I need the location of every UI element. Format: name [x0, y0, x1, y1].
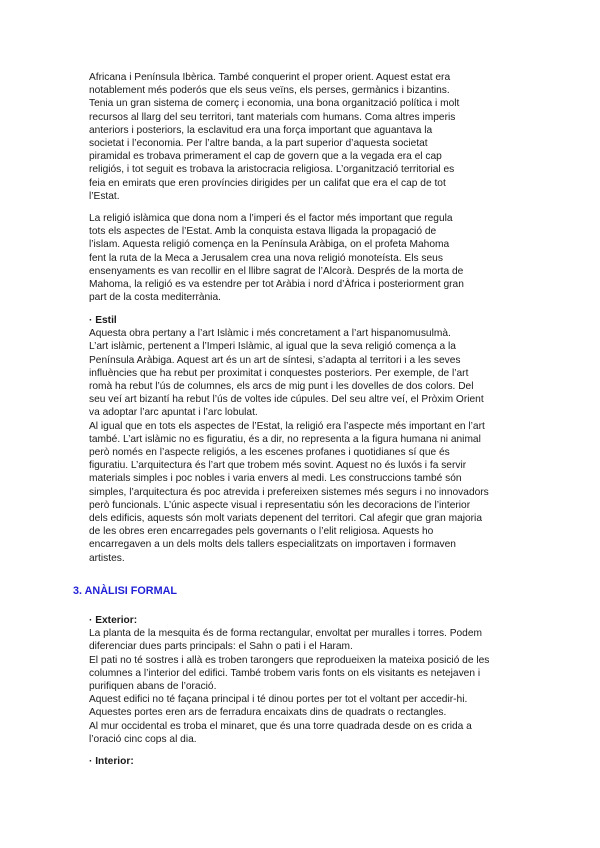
text-line: dels edificis, aquests són molt variats depenent del territori. Cal afegir que gran majoria [89, 513, 482, 525]
text-line: figuratiu. L’arquitectura és l’art que trobem més sovint. Aquest no és luxós i fa servir [89, 460, 467, 472]
subsection-text [89, 614, 519, 746]
text-line: ensenyaments es van recollir en el llibre sagrat de l’Alcorà. Després de la morta de [89, 265, 464, 277]
section-estil [89, 314, 519, 565]
text-line: artistes. [89, 552, 125, 564]
text-line: recursos al llarg del seu territori, tant materials com humans. Coma altres imperis [89, 111, 456, 123]
text-line: El pati no té sostres i allà es troben tarongers que reprodueixen la mateixa posició de les [89, 654, 490, 666]
text-line: també. L’art islàmic no es figuratiu, és a dir, no representa a la figura humana ni animal [89, 433, 481, 445]
subsection-text [89, 755, 519, 768]
text-line: societat i l’economia. Per l’altre banda, a la part superior d’aquesta societat [89, 138, 428, 150]
section-exterior [89, 614, 519, 746]
text-line: Al igual que en tots els aspectes de l’Estat, la religió era l’aspecte més important en l’art [89, 420, 485, 432]
subsection-heading: · Estil [89, 315, 117, 326]
text-line: anteriors i posteriors, la esclavitud era una força important que aguantava la [89, 124, 433, 136]
subsection-text [89, 314, 519, 565]
text-line: simples, l’arquitectura és poc atrevida i prefereixen sistemes més segurs i no innovadors [89, 486, 489, 498]
subsection-heading: · Interior: [89, 756, 134, 767]
text-line: de les obres eren encarregades pels governants o l’elit religiosa. Aquests ho [89, 526, 434, 538]
text-line: Aquestes portes eren ars de ferradura encaixats dins de quadrats o rectangles. [89, 707, 447, 719]
text-line: part de la costa mediterrània. [89, 292, 221, 304]
text-line: materials simples i poc nobles i varia envers al medi. Les construccions també són [89, 473, 462, 485]
text-line: influències que ha rebut per proximitat i conquestes posteriors. Per exemple, de l’art [89, 367, 469, 379]
paragraph-empire [89, 71, 519, 203]
text-line: Tenia un gran sistema de comerç i economia, una bona organització política i molt [89, 98, 460, 110]
text-line: l’Estat. [89, 190, 120, 202]
text-line: religiós, i tot seguit es trobava la aristocracia religiosa. L’organització territorial es [89, 164, 455, 176]
text-line: l’islam. Aquesta religió comença en la Península Aràbiga, on el profeta Mahoma [89, 239, 450, 251]
text-line: Aquesta obra pertany a l’art Islàmic i més concretament a l’art hispanomusulmà. [89, 328, 451, 340]
text-line: Península Aràbiga. Aquest art és un art de síntesi, s’adapta al territori i a les seves [89, 354, 461, 366]
section-interior [89, 755, 519, 768]
text-line: purifiquen abans de l’oració. [89, 681, 217, 693]
text-line: L’art islàmic, pertenent a l’Imperi Islàmic, al igual que la seva religió comença a la [89, 341, 456, 353]
text-line: tots els aspectes de l’Estat. Amb la conquista estava lligada la propagació de [89, 226, 437, 238]
text-line: Mahoma, la religió es va estendre per tot Aràbia i nord d’Àfrica i posteriorment gran [89, 279, 464, 291]
text-line: però només en l’aspecte religiós, a les escenes profanes i quotidianes sí que és [89, 447, 450, 459]
text-line: feia en emirats que eren províncies dirigides per un califat que era el cap de tot [89, 177, 446, 189]
text-line: va adoptar l’arc apuntat i l’arc lobulat. [89, 407, 258, 419]
text-line: diferenciar dues parts principals: el Sahn o pati i el Haram. [89, 641, 353, 653]
text-line: Africana i Península Ibèrica. També conquerint el proper orient. Aquest estat era [89, 72, 451, 83]
paragraph-religion [89, 212, 519, 304]
text-line: però funcionals. L’únic aspecte visual i representatiu són les decoracions de l’interior [89, 499, 471, 511]
text-line: Al mur occidental es troba el minaret, que és una torre quadrada desde on es crida a [89, 720, 472, 732]
text-line: l’oració cinc cops al dia. [89, 733, 197, 745]
text-line: columnes a l’interior del edifici. També trobem varis fonts on els visitants es netejaven i [89, 667, 481, 679]
paragraph-text [89, 71, 519, 203]
text-line: piramidal es trobava primerament el cap de govern que a la vegada era el cap [89, 151, 442, 163]
text-line: encarregaven a un dels molts dels tallers especialitzats on importaven i formaven [89, 539, 456, 551]
text-line: romà ha rebut l’ús de columnes, els arcs de mig punt i les dovelles de dos colors. Del [89, 381, 474, 393]
text-line: notablement més poderós que els seus veïns, els perses, germànics i bizantins. [89, 85, 450, 97]
text-line: La religió islàmica que dona nom a l’imperi és el factor més important que regula [89, 213, 453, 224]
paragraph-text [89, 212, 519, 304]
text-line: La planta de la mesquita és de forma rectangular, envoltat per muralles i torres. Podem [89, 628, 482, 640]
text-line: seu veí art bizantí ha rebut l’ús de voltes ide cúpules. Del seu altre veí, el Pròxim Orient [89, 394, 484, 406]
text-line: fent la ruta de la Meca a Jerusalem crea una nova religió monoteísta. Els seus [89, 252, 443, 264]
subsection-heading: · Exterior: [89, 615, 138, 626]
section-heading-analisi-formal: 3. ANÀLISI FORMAL [73, 585, 177, 597]
text-line: Aquest edifici no té façana principal i té dinou portes per tot el voltant per accedir-hi. [89, 694, 468, 706]
